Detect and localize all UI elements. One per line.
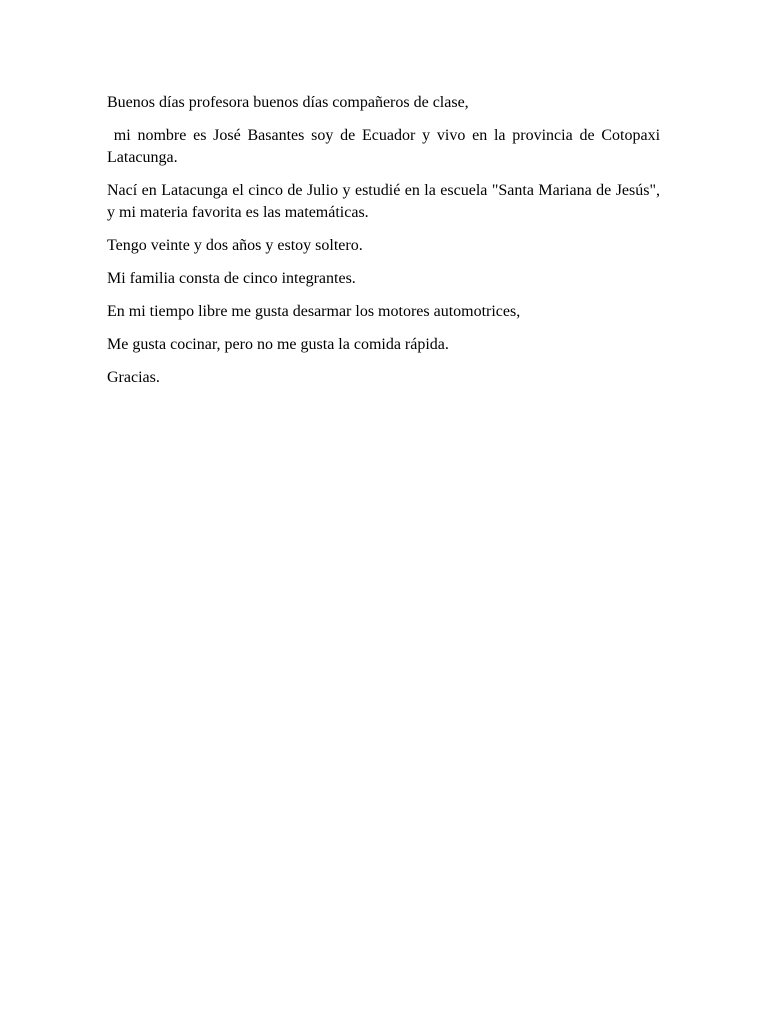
name-origin-paragraph: mi nombre es José Basantes soy de Ecuador y vivo en la provincia de Cotopaxi Latacunga.	[107, 127, 665, 166]
greeting-paragraph: Buenos días profesora buenos días compañeros de clase,	[107, 94, 469, 111]
free-time-paragraph: En mi tiempo libre me gusta desarmar los motores automotrices,	[107, 303, 521, 320]
age-status-paragraph: Tengo veinte y dos años y estoy soltero.	[107, 237, 363, 254]
document-body	[107, 92, 665, 400]
cooking-paragraph: Me gusta cocinar, pero no me gusta la comida rápida.	[107, 336, 449, 353]
birth-school-paragraph: Nací en Latacunga el cinco de Julio y estudié en la escuela "Santa Mariana de Jesús", y mi materia favorita es las matemáticas.	[107, 182, 664, 221]
closing-paragraph: Gracias.	[107, 369, 160, 386]
family-paragraph: Mi familia consta de cinco integrantes.	[107, 270, 356, 287]
